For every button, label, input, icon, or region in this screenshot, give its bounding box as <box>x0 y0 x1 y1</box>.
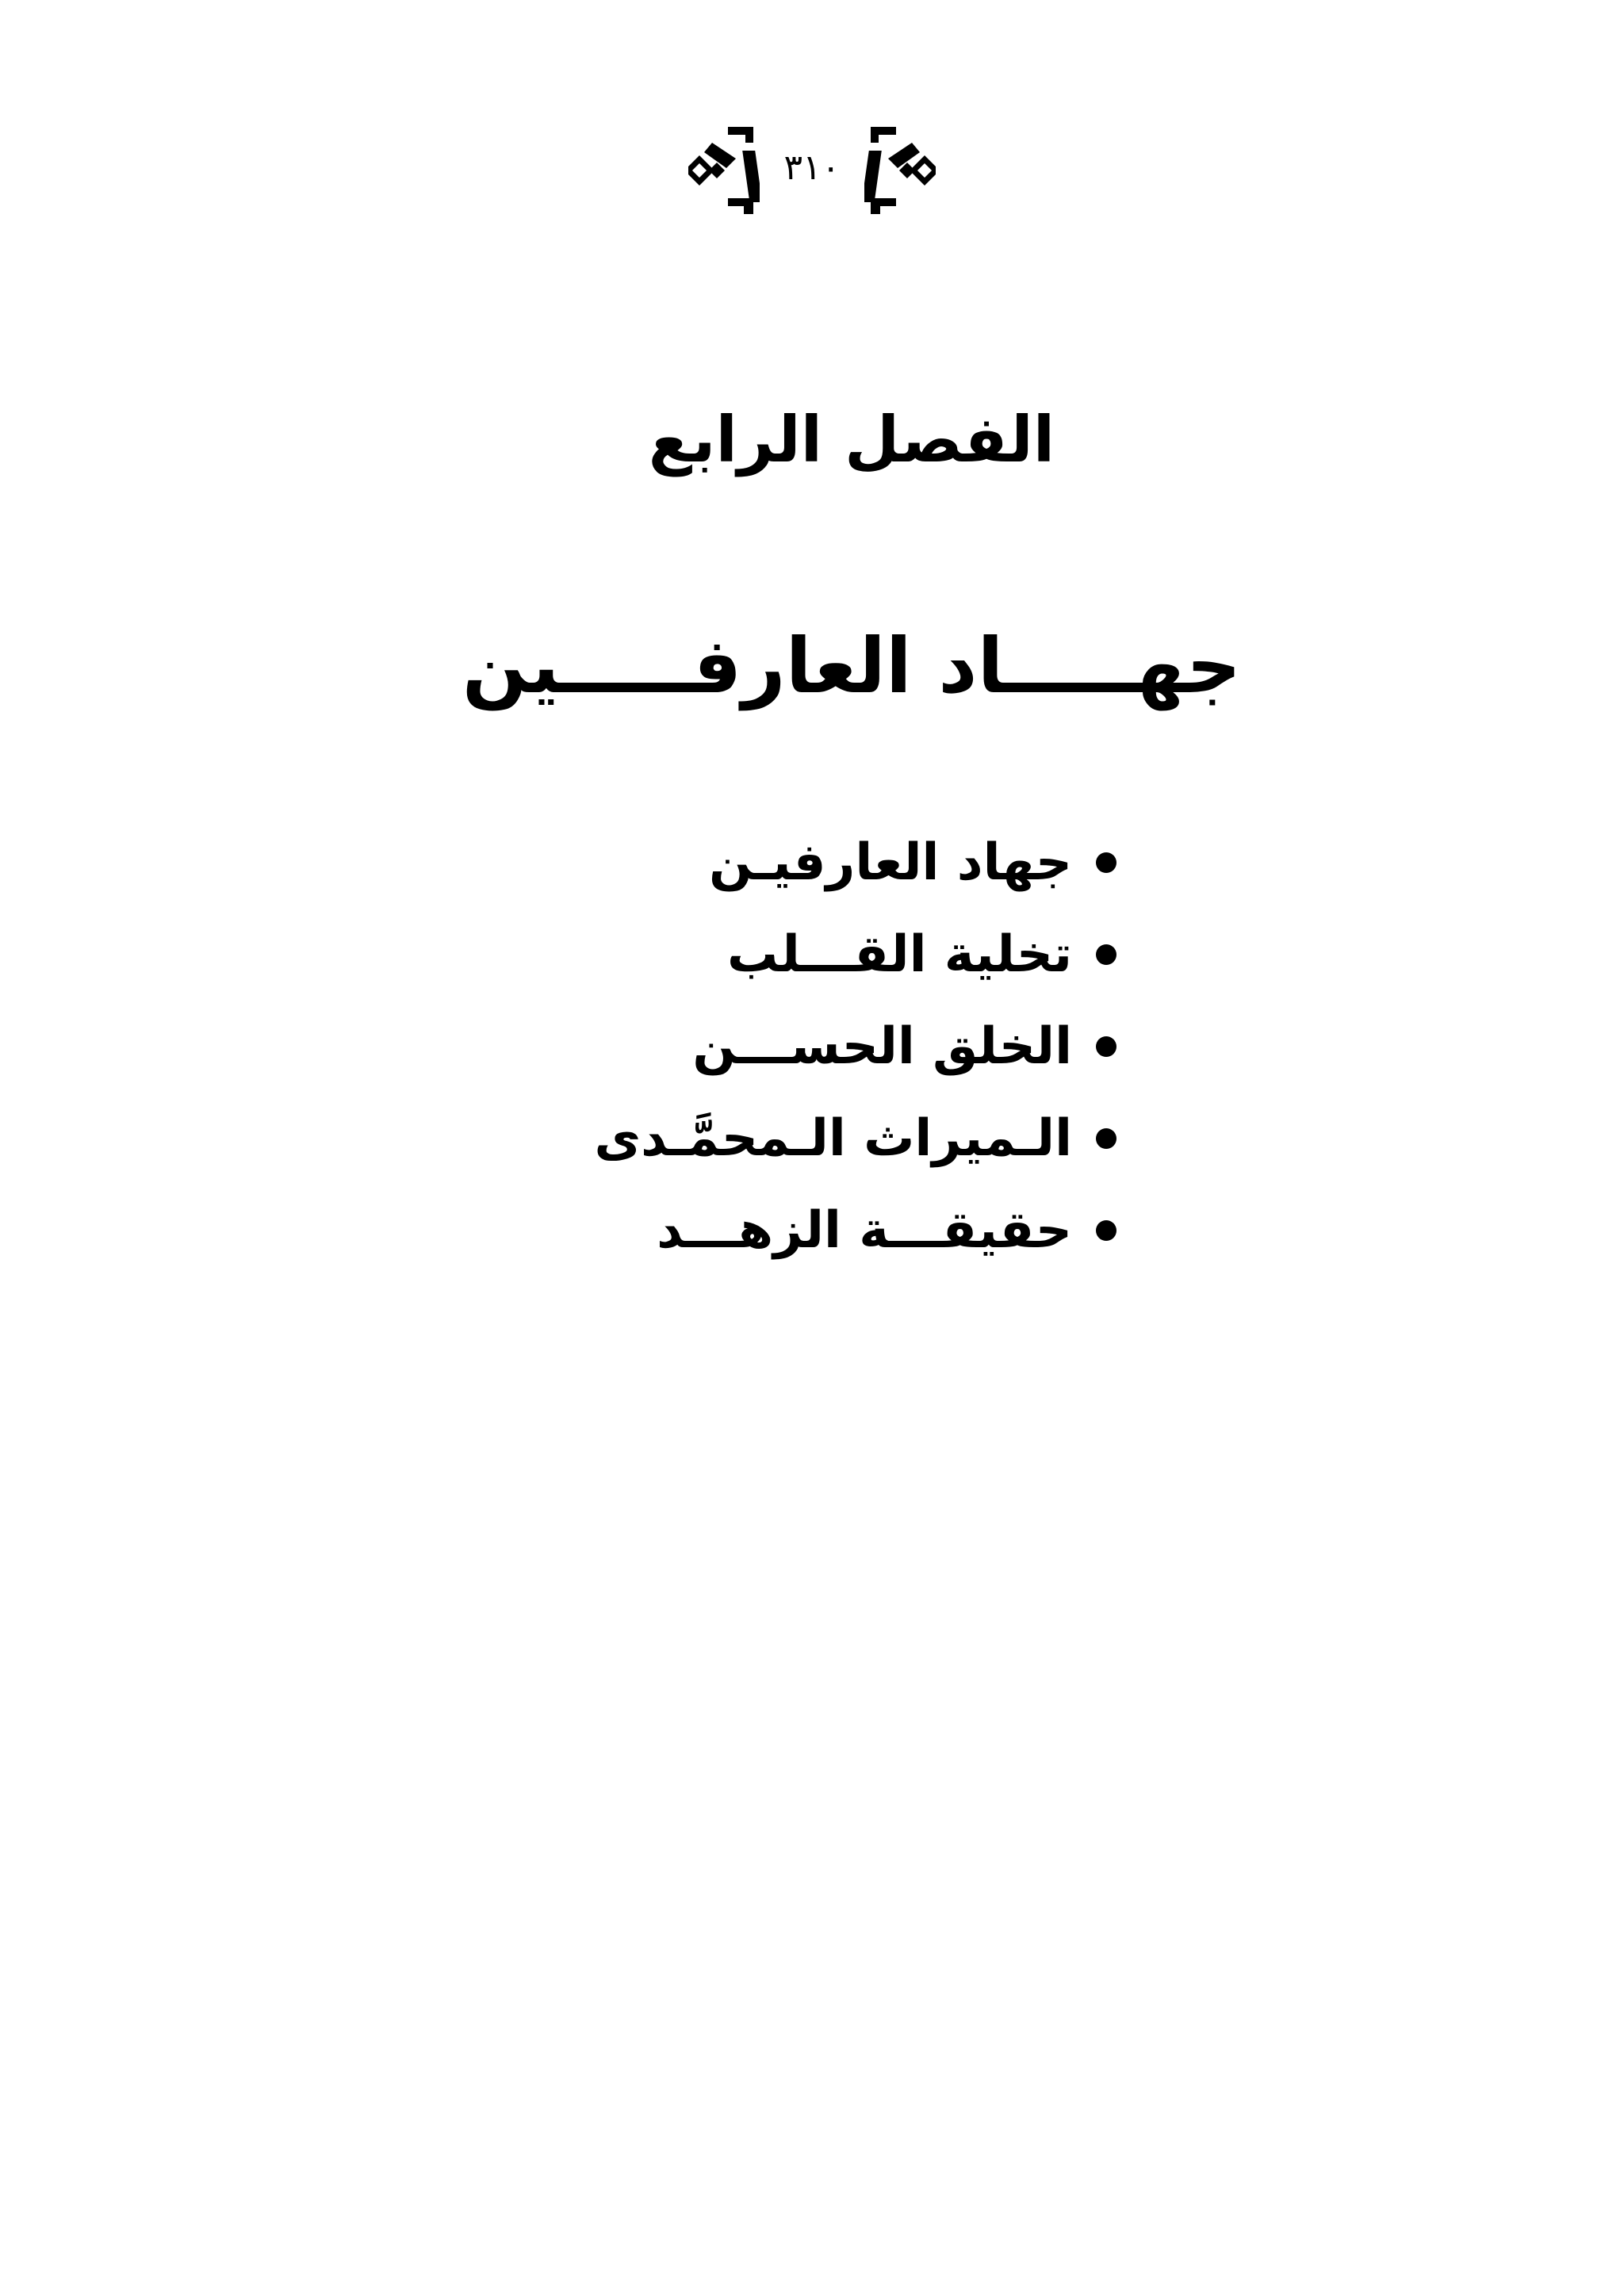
list-item <box>595 909 1117 1001</box>
chapter-label: الفصل الرابع <box>648 403 1055 477</box>
page-number-header <box>0 127 1624 222</box>
topic-label: الخلق الحســـن <box>692 1017 1072 1076</box>
bullet-icon <box>1096 1128 1116 1149</box>
list-item <box>595 1001 1117 1093</box>
right-ornament-icon <box>864 127 936 214</box>
topic-label: جهاد العارفيـن <box>709 833 1072 892</box>
topic-label: الـميراث الـمحمَّـدى <box>594 1109 1072 1168</box>
page-number: ٣١٠ <box>783 147 841 188</box>
topic-label: تخلية القـــلب <box>726 925 1072 984</box>
bullet-icon <box>1096 852 1116 873</box>
list-item <box>595 1093 1117 1185</box>
left-ornament-icon <box>688 127 760 214</box>
bullet-icon <box>1096 1036 1116 1057</box>
list-item <box>595 817 1117 909</box>
list-item <box>595 1185 1117 1277</box>
bullet-icon <box>1096 1220 1116 1241</box>
topic-label: حقيقـــة الزهـــد <box>657 1201 1072 1260</box>
chapter-title: جهـــــاد العارفـــــين <box>462 622 1242 710</box>
topic-list <box>595 817 1117 1277</box>
bullet-icon <box>1096 944 1116 965</box>
